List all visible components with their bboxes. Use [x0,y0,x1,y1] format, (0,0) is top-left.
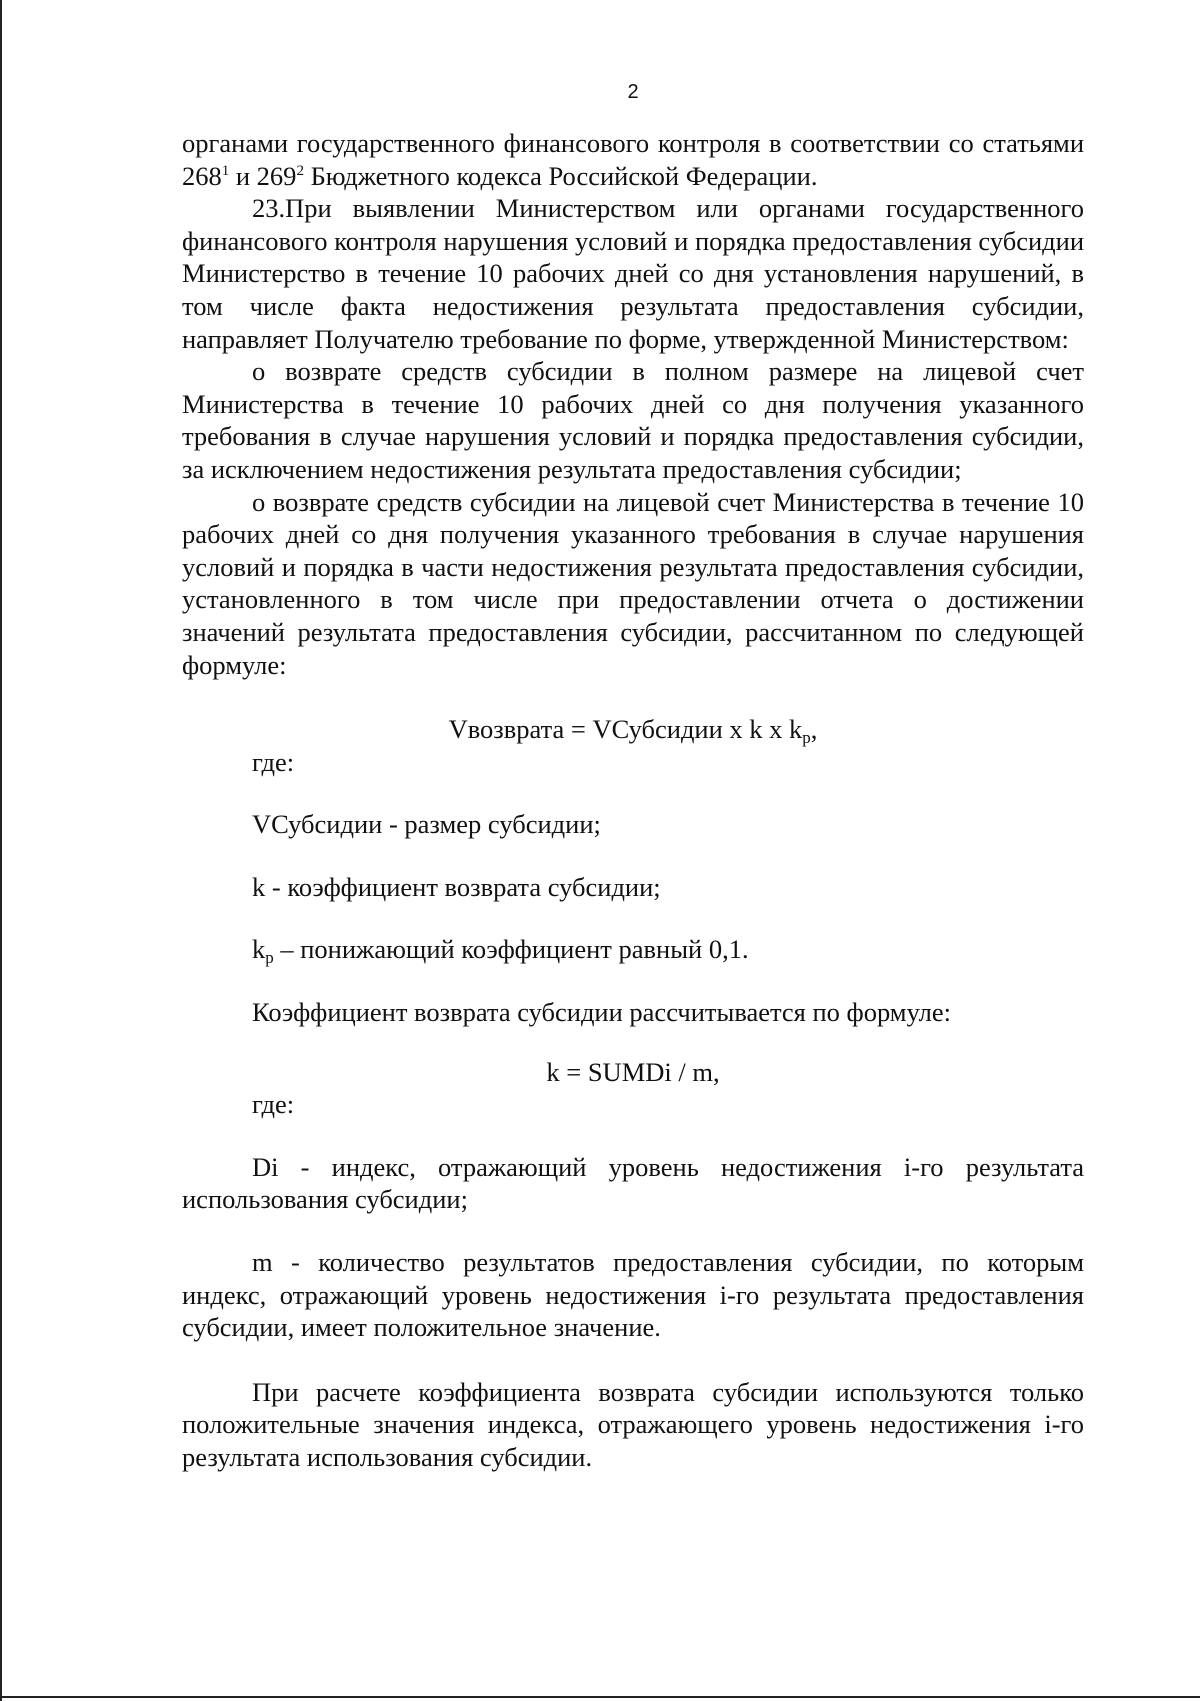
where-label-2: где: [252,1089,295,1120]
formula-1-subscript: p [802,728,811,748]
return-volume-formula [182,713,1084,746]
page-number: 2 [627,81,639,103]
kp-subscript: p [265,948,274,968]
formula-1-tail: , [810,714,818,745]
scan-border-left [0,0,2,1701]
footnote-mark-2: 2 [296,162,304,179]
intro-text-c: Бюджетного кодекса Российской Федерации. [303,160,818,191]
full-return-item: о возврате средств субсидии в полном размере на лицевой счет Министерства в течение 10 рабочих дней со дня получения указанного требования в случае нарушения условий и порядка предоставления субсидии, за исключением недостижения результата предоставления субсидии; [182,356,1084,484]
scan-border-bottom [0,1696,1200,1698]
definition-vsubsidy: VСубсидии - размер субсидии; [252,809,601,840]
coefficient-intro: Коэффициент возврата субсидии рассчитывается по формуле: [252,997,952,1028]
document-page [182,80,1084,1474]
definition-m: m - количество результатов предоставления субсидии, по которым индекс, отражающий уровень недостижения i-го результата предоставления субсидии, имеет положительное значение. [182,1247,1084,1343]
definition-di: Di - индекс, отражающий уровень недостижения i-го результата использования субсидии; [182,1151,1084,1215]
intro-paragraph [182,127,1084,192]
partial-return-item: о возврате средств субсидии на лицевой счет Министерства в течение 10 рабочих дней со дня получения указанного требования в случае нарушения условий и порядка в части недостижения результата предоставления субсидии, установленного в том числе при предоставлении отчета о достижении значений результата предоставления субсидии, рассчитанном по следующей формуле: [182,486,1084,680]
formula-1-main: Vвозврата = VСубсидии x k x k [448,714,803,745]
kp-text: – понижающий коэффициент равный 0,1. [273,934,749,965]
intro-text-a: органами государственного финансового контроля в соответствии со статьями 268 [182,128,1084,191]
coefficient-formula: k = SUMDi / m, [546,1056,720,1087]
definition-kp [182,933,1084,966]
where-label: где: [252,746,295,777]
intro-text-b: и 269 [229,160,297,191]
kp-symbol: k [252,934,266,965]
footnote-mark-1: 1 [221,162,230,179]
clause-23-paragraph: 23.При выявлении Министерством или органами государственного финансового контроля нарушения условий и порядка предоставления субсидии Министерство в течение 10 рабочих дней со дня установления нарушений, в том числе факта недостижения результата предоставления субсидии, направляет Получателю требование по форме, утвержденной Министерством: [182,193,1084,354]
definition-k: k - коэффициент возврата субсидии; [252,871,661,902]
closing-paragraph: При расчете коэффициента возврата субсидии используются только положительные значения индекса, отражающего уровень недостижения i-го результата использования субсидии. [182,1376,1084,1472]
